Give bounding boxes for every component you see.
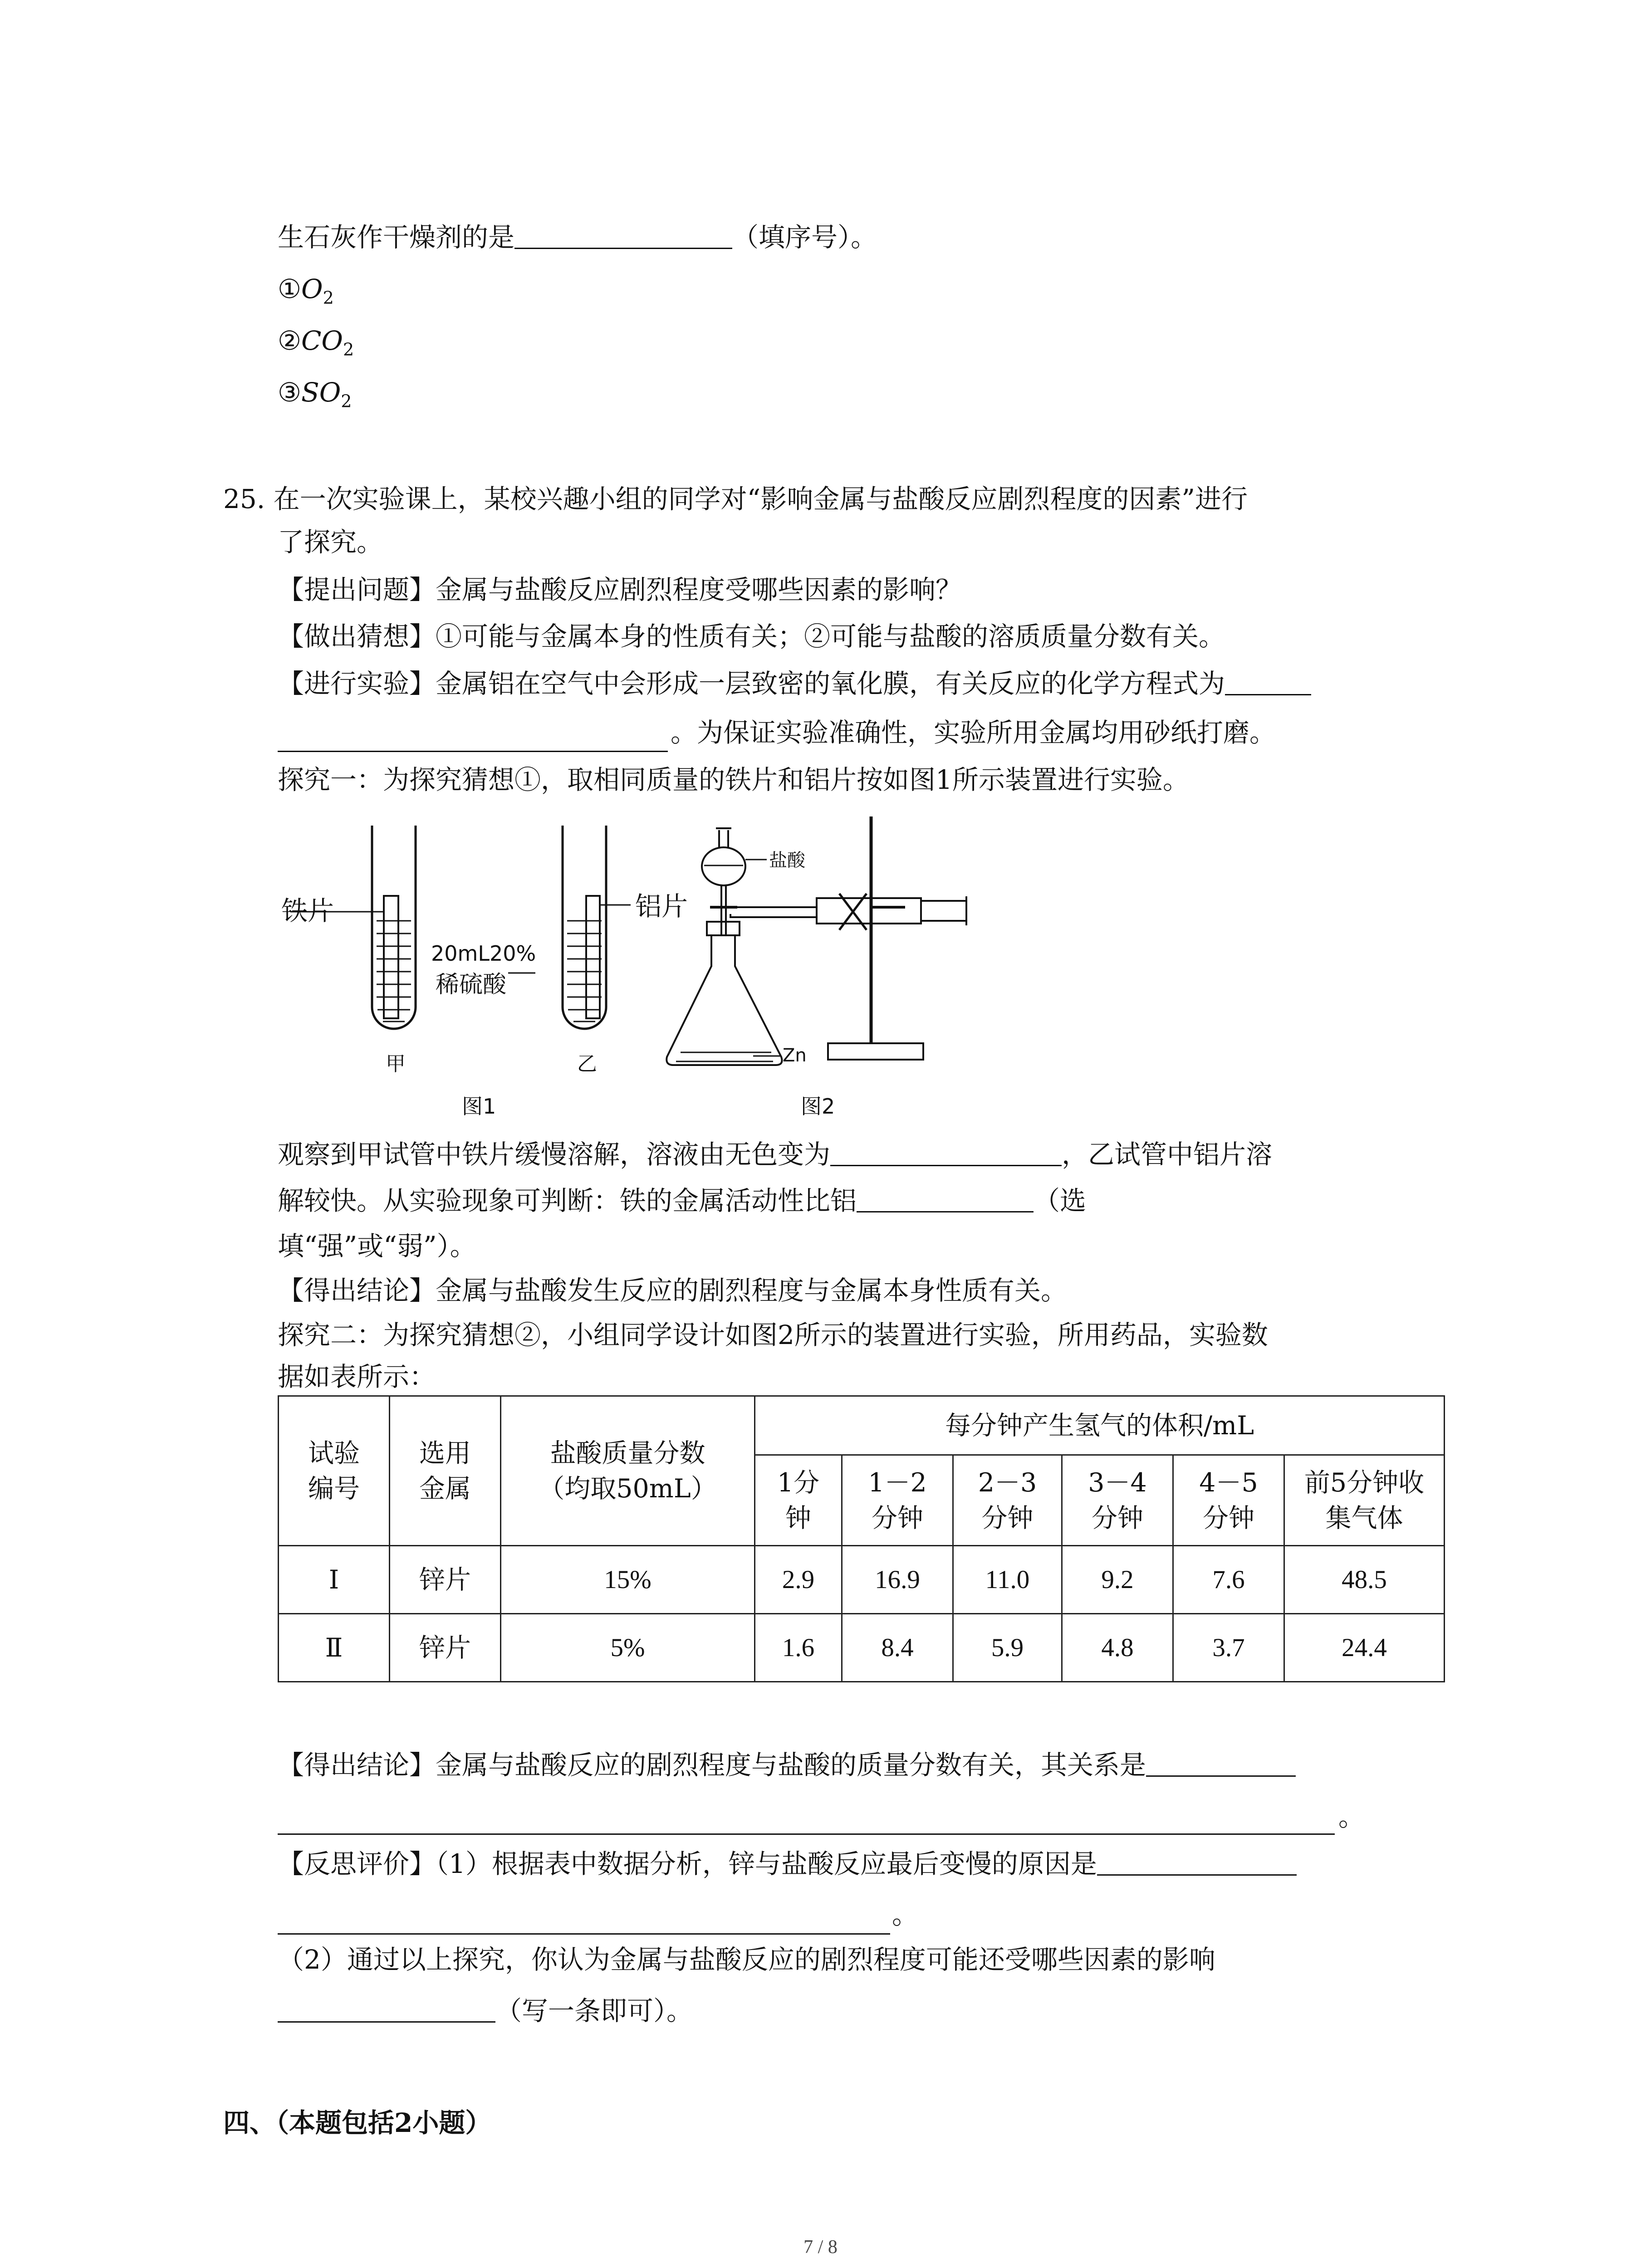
relation-blank-b[interactable]: [278, 1833, 1335, 1835]
acid-in-tube-b: [567, 921, 602, 1022]
conical-flask: [666, 935, 782, 1065]
reflect2: （2）通过以上探究，你认为金属与盐酸反应的剧烈程度可能还受哪些因素的影响: [278, 1944, 1215, 1975]
prev-question-text: 生石灰作干燥剂的是: [278, 222, 515, 253]
observe-text-b: ，乙试管中铝片溶: [1062, 1139, 1273, 1170]
volume-cell: 1.6: [755, 1614, 842, 1682]
equation-blank-b[interactable]: [278, 751, 668, 752]
header-volume: 每分钟产生氢气的体积/mL: [755, 1396, 1445, 1455]
prev-question-line: [278, 221, 877, 253]
reflect2-line2: [278, 1995, 693, 2027]
answer-blank[interactable]: [514, 221, 732, 249]
reflect2-tail: （写一条即可）。: [495, 1995, 693, 2026]
reflect1-end: 。: [892, 1899, 919, 1930]
subheader-cell: 前5分钟收 集气体: [1284, 1455, 1445, 1546]
volume-cell: 3.7: [1173, 1614, 1284, 1682]
relation-blank-a[interactable]: [1146, 1749, 1296, 1777]
table-header-row: [279, 1396, 1445, 1455]
aluminum-strip: [586, 896, 600, 1018]
acid-name-label: 稀硫酸: [436, 971, 507, 998]
table-row: [279, 1614, 1445, 1682]
q25-intro-line2: 了探究。: [278, 527, 383, 557]
conclusion1: 【得出结论】金属与盐酸发生反应的剧烈程度与金属本身性质有关。: [278, 1275, 1068, 1306]
activity-blank[interactable]: [857, 1185, 1034, 1212]
hypothesis: 【做出猜想】①可能与金属本身的性质有关；②可能与盐酸的溶质质量分数有关。: [278, 621, 1225, 652]
volume-cell: 4.8: [1062, 1614, 1173, 1682]
tube-a-label: 甲: [386, 1052, 406, 1075]
acid-conc-label: 20mL20%: [431, 941, 536, 966]
observe-text-c: 解较快。从实验现象可判断：铁的金属活动性比铝: [278, 1185, 857, 1216]
option-3-formula: $SO_2$: [301, 377, 352, 411]
separatory-funnel: [702, 847, 745, 885]
conc-cell: 15%: [501, 1546, 755, 1614]
explore2-line2: 据如表所示：: [278, 1361, 436, 1392]
figure2: [666, 816, 966, 1065]
option-1: [278, 273, 334, 314]
metal-cell: 锌片: [390, 1546, 501, 1614]
experiment-text: 【进行实验】金属铝在空气中会形成一层致密的氧化膜，有关反应的化学方程式为: [278, 668, 1225, 699]
conc-cell: 5%: [501, 1614, 755, 1682]
iron-label: 铁片: [281, 895, 334, 926]
volume-cell: 48.5: [1284, 1546, 1445, 1614]
factor-blank[interactable]: [278, 1995, 495, 2023]
header-metal: 选用 金属: [390, 1396, 501, 1546]
color-blank[interactable]: [830, 1139, 1062, 1166]
conclusion2: [278, 1749, 1296, 1781]
explore2-line1: 探究二：为探究猜想②，小组同学设计如图2所示的装置进行实验，所用药品，实验数: [278, 1320, 1268, 1350]
observe-line2: [278, 1185, 1086, 1217]
experiment-line1: [278, 668, 1311, 699]
reason-blank-b[interactable]: [278, 1933, 890, 1935]
subheader-cell: 1分 钟: [755, 1455, 842, 1546]
test-tube-a: [372, 826, 416, 1029]
option-1-formula: $O_2$: [301, 274, 334, 308]
iron-strip: [384, 896, 398, 1018]
trial-cell: Ⅰ: [279, 1546, 390, 1614]
subheader-cell: 3－4 分钟: [1062, 1455, 1173, 1546]
subheader-cell: 2－3 分钟: [953, 1455, 1062, 1546]
option-2-formula: $CO_2$: [301, 325, 354, 360]
observe-line3: 填“强”或“弱”）。: [278, 1231, 476, 1261]
header-conc: 盐酸质量分数 （均取50mL）: [501, 1396, 755, 1546]
zn-label: Zn: [783, 1045, 807, 1066]
table-row: [279, 1546, 1445, 1614]
fig2-caption: 图2: [801, 1094, 835, 1119]
apparatus-figure: [272, 816, 980, 1129]
subheader-cell: 1－2 分钟: [842, 1455, 953, 1546]
syringe-plunger: [921, 896, 966, 925]
hcl-label: 盐酸: [769, 850, 805, 871]
volume-cell: 9.2: [1062, 1546, 1173, 1614]
subheader-cell: 4－5 分钟: [1173, 1455, 1284, 1546]
q25-intro-line1: 25. 在一次实验课上，某校兴趣小组的同学对“影响金属与盐酸反应剧烈程度的因素”进行: [223, 484, 1248, 514]
prev-question-tail: （填序号）。: [732, 222, 877, 253]
explore1: 探究一：为探究猜想①，取相同质量的铁片和铝片按如图1所示装置进行实验。: [278, 764, 1189, 795]
option-1-mark: ①: [278, 274, 301, 304]
experiment-line2: 。为保证实验准确性，实验所用金属均用砂纸打磨。: [671, 717, 1276, 748]
metal-cell: 锌片: [390, 1614, 501, 1682]
al-label: 铝片: [635, 891, 688, 922]
stand-base: [828, 1043, 923, 1060]
page-number: 7 / 8: [803, 2237, 838, 2258]
syringe-barrel: [817, 898, 921, 924]
delivery-tube: [721, 907, 817, 917]
volume-cell: 5.9: [953, 1614, 1062, 1682]
volume-cell: 11.0: [953, 1546, 1062, 1614]
conclusion2-text: 【得出结论】金属与盐酸反应的剧烈程度与盐酸的质量分数有关，其关系是: [278, 1750, 1146, 1780]
stopper: [707, 922, 740, 935]
funnel-neck: [716, 828, 731, 847]
data-table: [278, 1395, 1445, 1682]
volume-cell: 7.6: [1173, 1546, 1284, 1614]
volume-cell: 16.9: [842, 1546, 953, 1614]
tube-b-label: 乙: [577, 1052, 597, 1075]
conclusion2-end: 。: [1338, 1801, 1365, 1832]
equation-blank-a[interactable]: [1225, 668, 1311, 695]
volume-cell: 2.9: [755, 1546, 842, 1614]
observe-text-d: （选: [1034, 1185, 1087, 1216]
volume-cell: 8.4: [842, 1614, 953, 1682]
trial-cell: Ⅱ: [279, 1614, 390, 1682]
header-trial: 试验 编号: [279, 1396, 390, 1546]
option-2-mark: ②: [278, 325, 301, 356]
option-3: [278, 376, 352, 417]
option-3-mark: ③: [278, 377, 301, 408]
option-2: [278, 325, 354, 366]
observe-text-a: 观察到甲试管中铁片缓慢溶解，溶液由无色变为: [278, 1139, 831, 1170]
reason-blank-a[interactable]: [1097, 1848, 1297, 1876]
observe-line1: [278, 1139, 1272, 1170]
zinc-in-flask: [676, 1052, 773, 1061]
raise-question: 【提出问题】金属与盐酸反应剧烈程度受哪些因素的影响？: [278, 574, 962, 605]
reflect1: [278, 1848, 1297, 1880]
acid-in-tube-a: [377, 921, 411, 1022]
funnel-stem: [721, 885, 726, 934]
reflect1-text: 【反思评价】（1）根据表中数据分析，锌与盐酸反应最后变慢的原因是: [278, 1848, 1097, 1879]
section-4-heading: 四、（本题包括2小题）: [223, 2107, 492, 2138]
fig1-caption: 图1: [462, 1094, 496, 1119]
volume-cell: 24.4: [1284, 1614, 1445, 1682]
